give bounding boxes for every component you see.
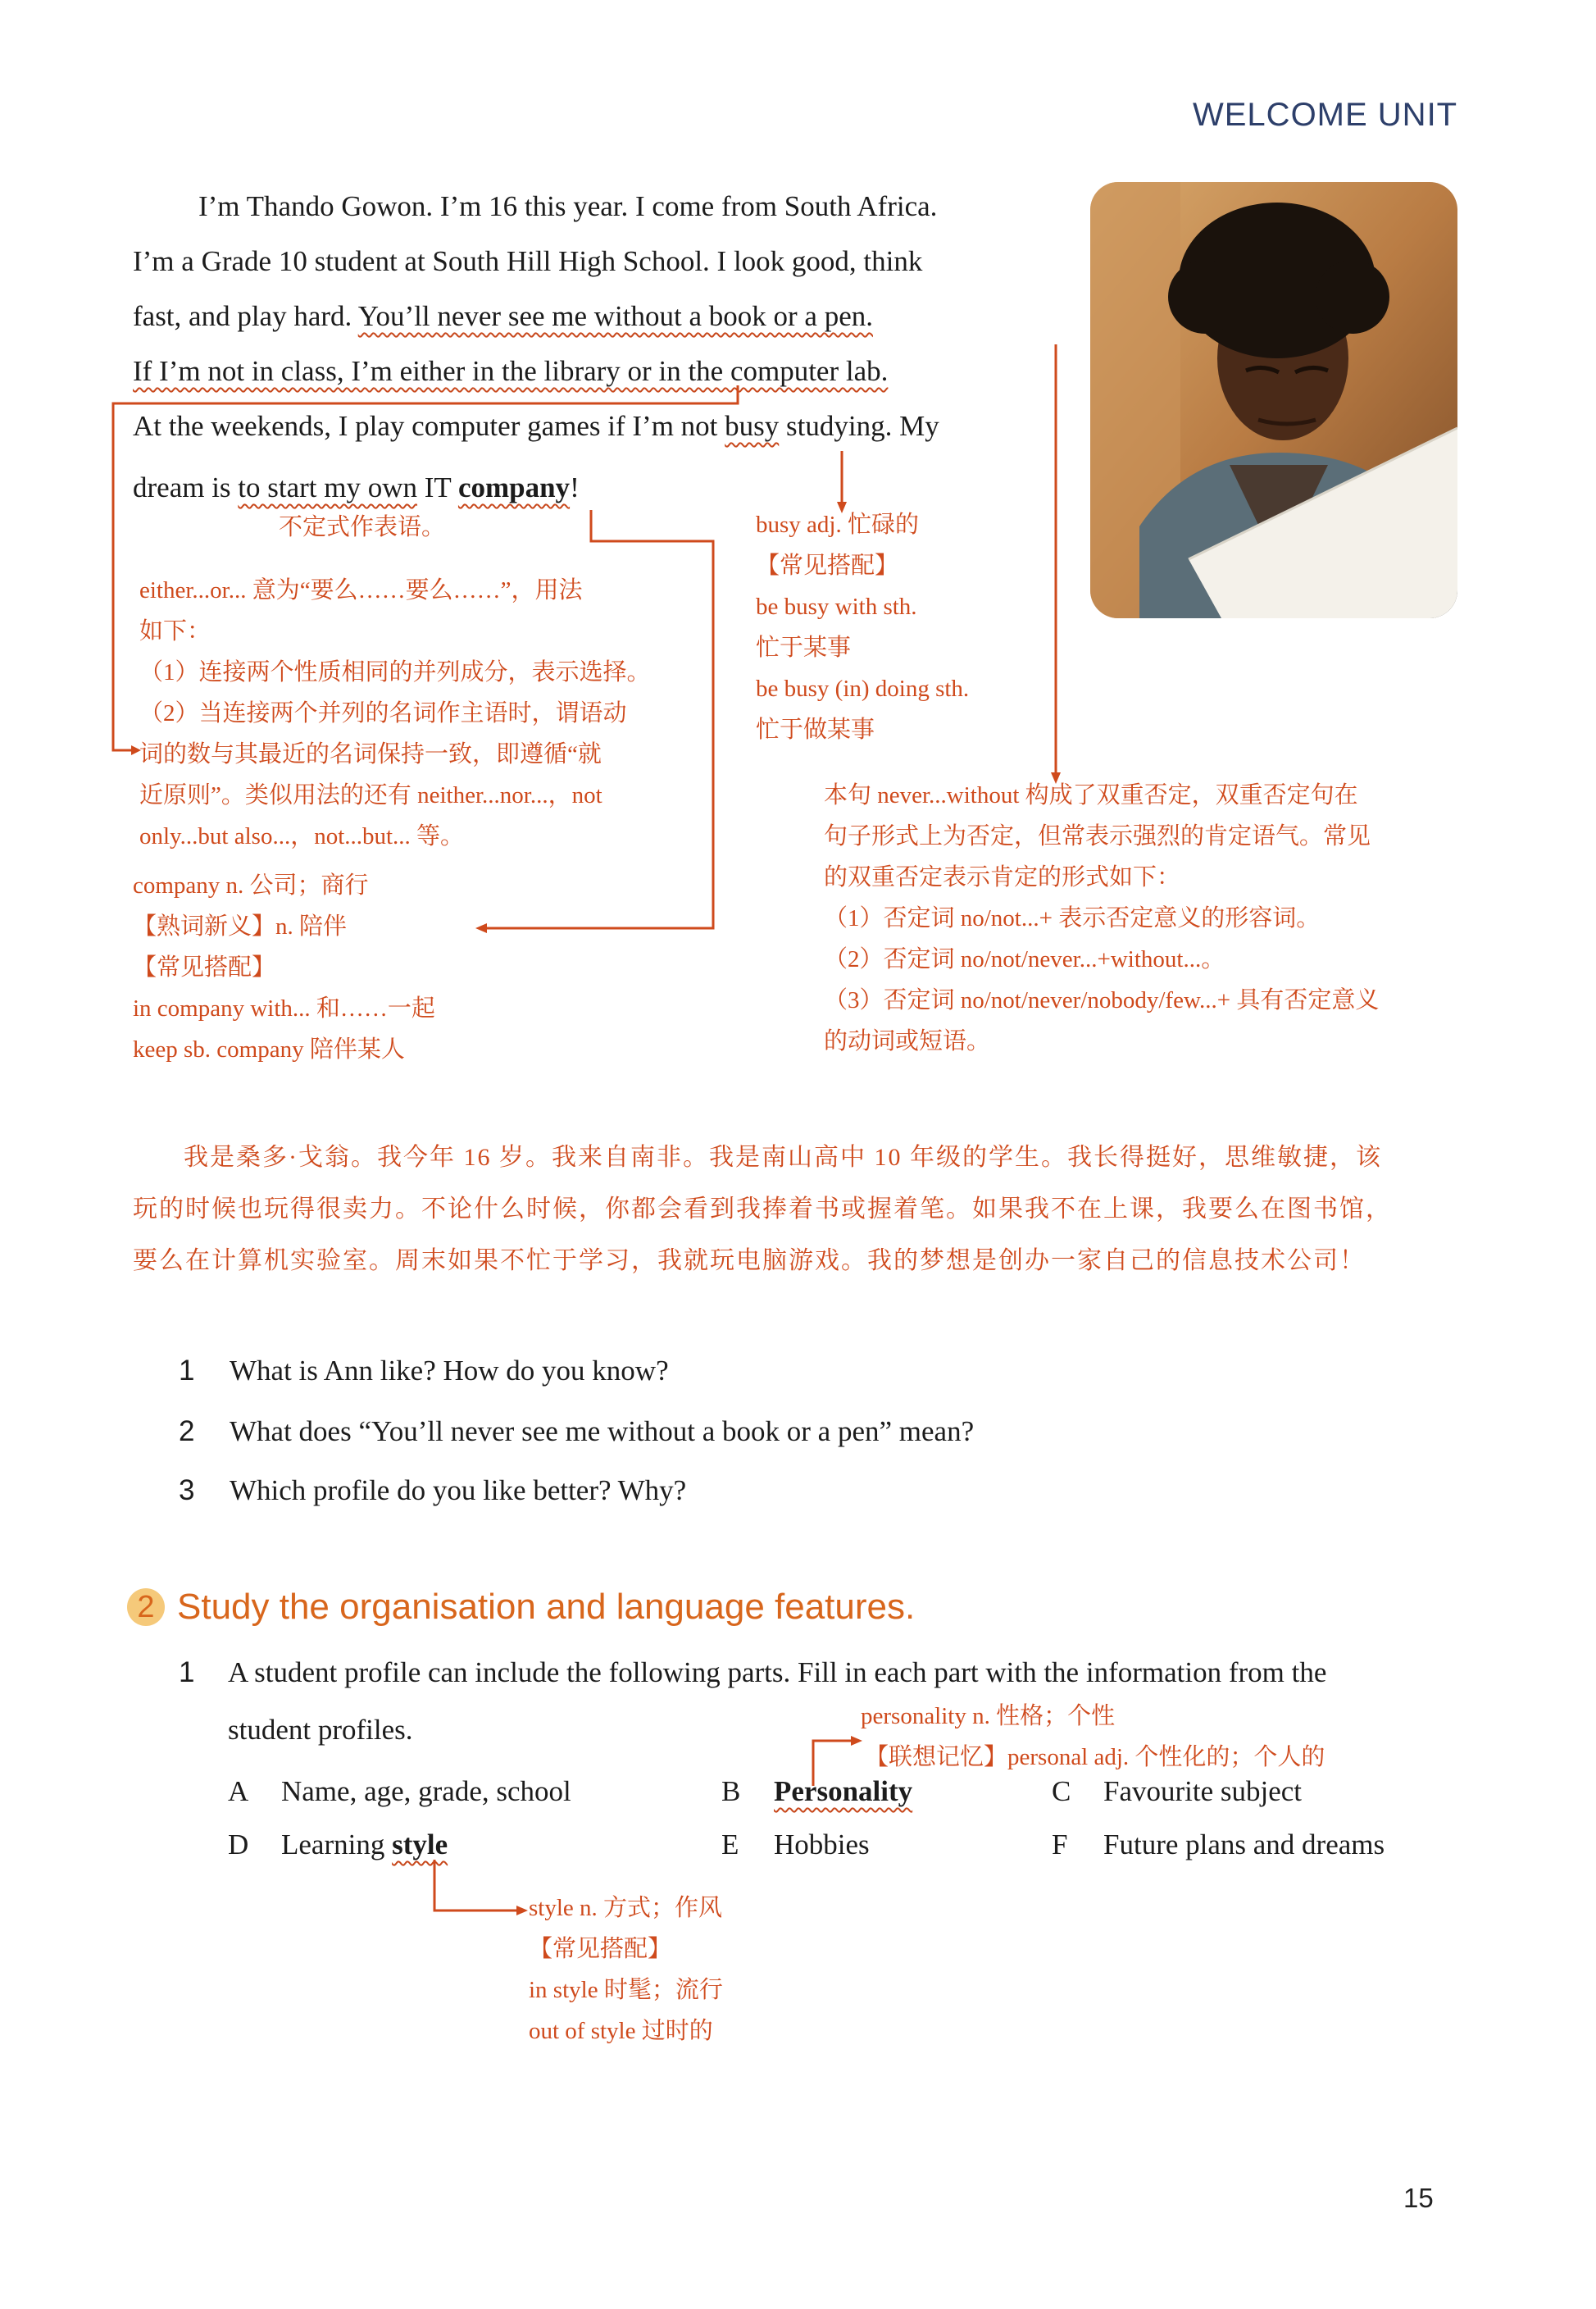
- note-line: （2）否定词 no/not/never...+without...。: [824, 946, 1225, 972]
- option-text: Name, age, grade, school: [281, 1775, 571, 1807]
- option-letter: B: [721, 1775, 741, 1807]
- note-line: busy adj. 忙碌的: [756, 512, 919, 538]
- question-text: Which profile do you like better? Why?: [230, 1474, 687, 1506]
- option-text: Favourite subject: [1103, 1775, 1303, 1807]
- note-line: （1）连接两个性质相同的并列成分，表示选择。: [139, 659, 651, 685]
- passage-line-2: I’m a Grade 10 student at South Hill High School. I look good, think: [133, 245, 923, 277]
- note-line: 忙于做某事: [756, 717, 875, 743]
- question-text: What does “You’ll never see me without a book or a pen” mean?: [230, 1415, 975, 1447]
- note-line: in style 时髦；流行: [529, 1977, 723, 2003]
- chinese-translation: [133, 1132, 1461, 1287]
- word-style: style: [392, 1829, 448, 1860]
- note-line: 词的数与其最近的名词保持一致，即遵循“就: [139, 741, 602, 767]
- option-letter: D: [228, 1829, 249, 1860]
- note-line: （1）否定词 no/not...+ 表示否定意义的形容词。: [824, 905, 1321, 931]
- section-number-badge: 2: [127, 1588, 165, 1626]
- note-line: （3）否定词 no/not/never/nobody/few...+ 具有否定意义: [824, 987, 1380, 1013]
- style-note: [529, 1888, 723, 2052]
- note-line: 【熟词新义】n. 陪伴: [133, 913, 348, 940]
- note-line: keep sb. company 陪伴某人: [133, 1036, 405, 1063]
- passage-text: studying. My: [786, 410, 939, 442]
- question-number: 2: [179, 1415, 195, 1447]
- note-line: either...or... 意为“要么……要么……”，用法: [139, 577, 583, 603]
- option-text-part: Learning: [281, 1829, 385, 1860]
- option-text: Hobbies: [774, 1829, 870, 1860]
- note-line: 本句 never...without 构成了双重否定，双重否定句在: [824, 782, 1358, 808]
- infinitive-phrase: to start my own: [238, 471, 418, 503]
- unit-header: WELCOME UNIT: [1193, 97, 1458, 133]
- item-number: 1: [179, 1656, 195, 1688]
- option-personality: Personality: [774, 1775, 913, 1807]
- note-line: be busy (in) doing sth.: [756, 676, 970, 702]
- never-without-note: [824, 775, 1471, 1062]
- company-note: [133, 865, 707, 1070]
- translation-line: 要么在计算机实验室。周末如果不忙于学习，我就玩电脑游戏。我的梦想是创办一家自己的信息技术公司！: [133, 1247, 1366, 1274]
- passage-text: !: [570, 471, 580, 503]
- passage-line-1: I’m Thando Gowon. I’m 16 this year. I come from South Africa.: [198, 190, 938, 222]
- item-instruction-cont: student profiles.: [228, 1714, 413, 1746]
- question-text: What is Ann like? How do you know?: [230, 1355, 669, 1387]
- infinitive-note: 不定式作表语。: [279, 514, 446, 540]
- note-line: 【常见搭配】: [529, 1936, 672, 1962]
- note-line: out of style 过时的: [529, 2018, 713, 2044]
- note-line: personality n. 性格；个性: [861, 1703, 1116, 1729]
- note-line: style n. 方式；作风: [529, 1895, 723, 1921]
- note-line: 【联想记忆】personal adj. 个性化的；个人的: [865, 1744, 1325, 1770]
- option-letter: F: [1052, 1829, 1068, 1860]
- option-text: [281, 1829, 448, 1861]
- note-line: （2）当连接两个并列的名词作主语时，谓语动: [139, 700, 627, 726]
- note-line: 的双重否定表示肯定的形式如下：: [824, 864, 1181, 890]
- note-line: be busy with sth.: [756, 594, 917, 620]
- note-line: 【常见搭配】: [756, 553, 899, 579]
- passage-text: dream is: [133, 471, 231, 503]
- word-busy: busy: [725, 410, 780, 442]
- translation-line: 我是桑多·戈翁。我今年 16 岁。我来自南非。我是南山高中 10 年级的学生。我长得挺好，思维敏捷，该: [184, 1144, 1382, 1171]
- note-line: only...but also...，not...but... 等。: [139, 823, 465, 849]
- word-company: company: [457, 471, 571, 503]
- page-number: 15: [1403, 2183, 1434, 2213]
- never-without-sentence: You’ll never see me without a book or a pen.: [357, 300, 873, 332]
- note-line: 【常见搭配】: [133, 954, 276, 981]
- passage-text: At the weekends, I play computer games if I’m not: [133, 410, 718, 442]
- note-line: company n. 公司；商行: [133, 872, 369, 899]
- option-letter: C: [1052, 1775, 1071, 1807]
- question-number: 1: [179, 1355, 195, 1387]
- note-line: 句子形式上为否定，但常表示强烈的肯定语气。常见: [824, 823, 1371, 849]
- option-letter: E: [721, 1829, 739, 1860]
- either-or-sentence: If I’m not in class, I’m either in the library or in the computer lab.: [133, 355, 889, 387]
- option-text: Future plans and dreams: [1103, 1829, 1385, 1860]
- note-line: 的动词或短语。: [824, 1028, 991, 1054]
- option-letter: A: [228, 1775, 249, 1807]
- either-or-note: [139, 570, 713, 857]
- passage-text: fast, and play hard.: [133, 300, 352, 332]
- translation-line: 玩的时候也玩得很卖力。不论什么时候，你都会看到我捧着书或握着笔。如果我不在上课，我要么在图书馆，: [133, 1195, 1392, 1223]
- note-line: in company with... 和……一起: [133, 995, 435, 1022]
- note-line: 如下：: [139, 618, 211, 644]
- passage-text: IT: [424, 471, 452, 503]
- item-instruction: A student profile can include the following parts. Fill in each part with the information from the: [228, 1656, 1327, 1688]
- busy-note: [756, 504, 1051, 750]
- note-line: 忙于某事: [756, 635, 852, 661]
- section-title: Study the organisation and language features.: [177, 1587, 916, 1627]
- note-line: 近原则”。类似用法的还有 neither...nor...，not: [139, 782, 602, 808]
- question-number: 3: [179, 1474, 195, 1506]
- personality-note: [861, 1696, 1325, 1778]
